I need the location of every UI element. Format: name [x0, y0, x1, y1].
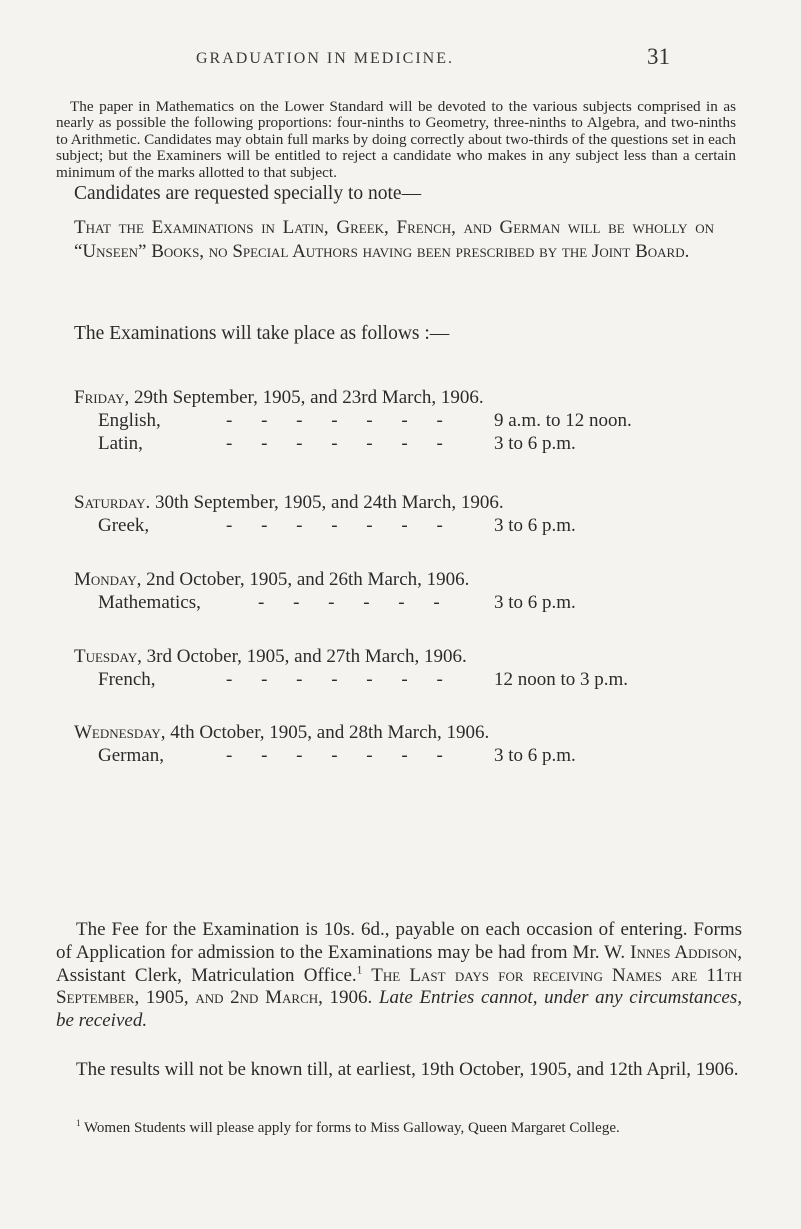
day-dates: , 3rd October, 1905, and 27th March, 1906. [137, 646, 467, 667]
subject-name: Latin, [98, 433, 143, 454]
day-dates: , 29th September, 1905, and 23rd March, 1906. [124, 387, 484, 408]
footnote-text: Women Students will please apply for forms to Miss Galloway, Queen Margaret College. [80, 1120, 620, 1136]
fee-text: The Fee for the Examination is 10s. 6d., payable on each occasion of entering. Forms of Application for admission to the Examinations may be had from Mr. W. [56, 919, 742, 963]
day-dates: , 2nd October, 1905, and 26th March, 1906. [136, 569, 470, 590]
day-heading [74, 491, 734, 514]
schedule-day-saturday [74, 491, 734, 537]
dot-leaders: - - - - - - - [226, 433, 455, 454]
subject-name: German, [98, 745, 164, 766]
note-intro: Candidates are requested specially to note— [74, 183, 422, 204]
running-title: GRADUATION IN MEDICINE. [196, 50, 454, 67]
schedule-entry [98, 668, 734, 691]
schedule-day-friday [74, 386, 734, 455]
exam-time: 12 noon to 3 p.m. [494, 669, 629, 690]
day-dates: , 4th October, 1905, and 28th March, 1906. [160, 722, 490, 743]
exam-time: 3 to 6 p.m. [494, 515, 576, 536]
clerk-name: Innes Addison [630, 941, 738, 963]
exam-time: 3 to 6 p.m. [494, 592, 576, 613]
mathematics-paragraph: The paper in Mathematics on the Lower Standard will be devoted to the various subjects comprised in as nearly as possible the following proportions: four-ninths to Geometry, three-ninths to Algebra, and two-ninths to Arithmetic. Candidates may obtain full marks by doing correctly about two-thirds of the questions set in each subject; but the Examiners will be entitled to reject a candidate who makes in any subject less than a certain minimum of the marks allotted to that subject. [56, 98, 736, 181]
day-heading [74, 568, 734, 591]
day-heading [74, 386, 734, 409]
subject-name: English, [98, 410, 161, 431]
day-name: Monday [74, 569, 137, 590]
schedule-entry [98, 409, 734, 432]
exam-time: 9 a.m. to 12 noon. [494, 410, 632, 431]
exam-time: 3 to 6 p.m. [494, 433, 576, 454]
examinations-intro: The Examinations will take place as follows :— [74, 323, 450, 344]
schedule-entry [98, 432, 734, 455]
day-dates: . 30th September, 1905, and 24th March, 1906. [145, 492, 504, 513]
day-name: Wednesday [74, 722, 161, 743]
subject-name: Greek, [98, 515, 150, 536]
dot-leaders: - - - - - - - [226, 745, 455, 766]
day-heading [74, 721, 734, 744]
footnote [56, 1120, 742, 1138]
page-number: 31 [647, 44, 670, 69]
day-name: Tuesday [74, 646, 138, 667]
footnote-reference: 1 [356, 964, 363, 977]
dot-leaders: - - - - - - - [226, 669, 455, 690]
late-entries-warning: Late Entries cannot, under any circumstances, be received. [56, 987, 742, 1032]
results-paragraph: The results will not be known till, at earliest, 19th October, 1905, and 12th April, 1906. [76, 1059, 739, 1080]
running-head [0, 44, 801, 74]
schedule-entry [98, 744, 734, 767]
day-heading [74, 645, 734, 668]
exam-time: 3 to 6 p.m. [494, 745, 576, 766]
dot-leaders: - - - - - - - [226, 410, 455, 431]
schedule-day-monday [74, 568, 734, 614]
subject-name: French, [98, 669, 156, 690]
dot-leaders: - - - - - - [258, 592, 452, 613]
dot-leaders: - - - - - - - [226, 515, 455, 536]
fee-text-office: , Assistant Clerk, Matriculation Office. [56, 941, 743, 986]
last-days-notice: The Last days for receiving Names are 11th September, 1905, and 2nd March, 1906. [56, 964, 742, 1009]
unseen-books-notice: That the Examinations in Latin, Greek, French, and German will be wholly on “Unseen” Books, no Special Authors having been prescribed by the Joint Board. [74, 217, 714, 262]
footnote-mark: 1 [76, 1118, 81, 1128]
day-name: Saturday [74, 492, 146, 513]
day-name: Friday [74, 387, 125, 408]
schedule-day-tuesday [74, 645, 734, 691]
schedule-entry [98, 514, 734, 537]
fee-paragraph [56, 919, 742, 1033]
schedule-day-wednesday [74, 721, 734, 767]
subject-name: Mathematics, [98, 592, 201, 613]
schedule-entry [98, 591, 734, 614]
